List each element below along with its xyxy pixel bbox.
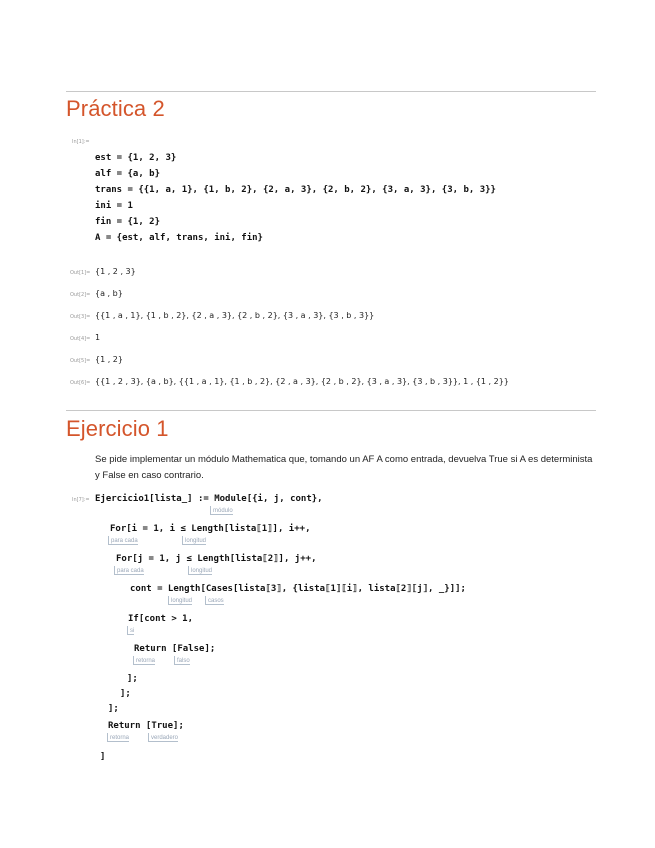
- output-label: Out[2]=: [70, 292, 91, 298]
- hint-longitud: longitud: [182, 536, 206, 545]
- code-line: For[j = 1, j ≤ Length[lista⟦2⟧], j++,: [116, 554, 317, 564]
- input-label: In[1]:=: [72, 139, 90, 145]
- code-line: ];: [127, 674, 138, 684]
- hint-para-cada: para cada: [108, 536, 138, 545]
- code-line: Return [True];: [108, 721, 184, 731]
- input-label: In[7]:=: [72, 497, 90, 503]
- code-line: Ejercicio1[lista_] := Module[{i, j, cont},: [95, 494, 323, 504]
- hint-retorna: retorna: [133, 656, 155, 665]
- output-value[interactable]: {{1 , a , 1}, {1 , b , 2}, {2 , a , 3}, {2 , b , 2}, {3 , a , 3}, {3 , b , 3}}: [95, 311, 375, 320]
- hint-modulo: módulo: [210, 506, 233, 515]
- hint-longitud: longitud: [188, 566, 212, 575]
- section-divider: [66, 410, 596, 411]
- output-label: Out[3]=: [70, 314, 91, 320]
- hint-casos: casos: [205, 596, 224, 605]
- hint-longitud: longitud: [168, 596, 192, 605]
- section-title-practica: Práctica 2: [66, 96, 165, 121]
- code-line: ini = 1: [95, 201, 133, 211]
- code-line: For[i = 1, i ≤ Length[lista⟦1⟧], i++,: [110, 524, 311, 534]
- section-divider: [66, 91, 596, 92]
- code-line: ];: [108, 704, 119, 714]
- output-value[interactable]: {{1 , 2 , 3}, {a , b}, {{1 , a , 1}, {1 , b , 2}, {2 , a , 3}, {2 , b , 2}, {3 , a , 3}, {3 , b , 3}}, 1 , {1 , 2}}: [95, 377, 509, 386]
- hint-verdadero: verdadero: [148, 733, 178, 742]
- output-value[interactable]: {a , b}: [95, 289, 123, 298]
- code-line: fin = {1, 2}: [95, 217, 161, 227]
- output-value[interactable]: 1: [95, 333, 101, 342]
- output-label: Out[6]=: [70, 380, 91, 386]
- code-line: trans = {{1, a, 1}, {1, b, 2}, {2, a, 3}, {2, b, 2}, {3, a, 3}, {3, b, 3}}: [95, 185, 496, 195]
- code-line: A = {est, alf, trans, ini, fin}: [95, 233, 263, 243]
- section-title-ejercicio: Ejercicio 1: [66, 416, 169, 441]
- hint-si: si: [127, 626, 134, 635]
- hint-retorna: retorna: [107, 733, 129, 742]
- output-label: Out[1]=: [70, 270, 91, 276]
- hint-para-cada: para cada: [114, 566, 144, 575]
- code-line: ];: [120, 689, 131, 699]
- output-label: Out[4]=: [70, 336, 91, 342]
- code-line: If[cont > 1,: [128, 614, 194, 624]
- exercise-description: Se pide implementar un módulo Mathematica que, tomando un AF A como entrada, devuelva True si A es determinista y False en caso contrario.: [95, 454, 593, 481]
- code-line: est = {1, 2, 3}: [95, 153, 177, 163]
- code-line: ]: [100, 752, 106, 762]
- hint-falso: falso: [174, 656, 190, 665]
- code-line: alf = {a, b}: [95, 169, 161, 179]
- output-label: Out[5]=: [70, 358, 91, 364]
- code-line: Return [False];: [134, 644, 216, 654]
- output-value[interactable]: {1 , 2 , 3}: [95, 267, 136, 276]
- code-line: cont = Length[Cases[lista⟦3⟧, {lista⟦1⟧⟦i⟧, lista⟦2⟧⟦j⟧, _}]];: [130, 584, 466, 594]
- output-value[interactable]: {1 , 2}: [95, 355, 123, 364]
